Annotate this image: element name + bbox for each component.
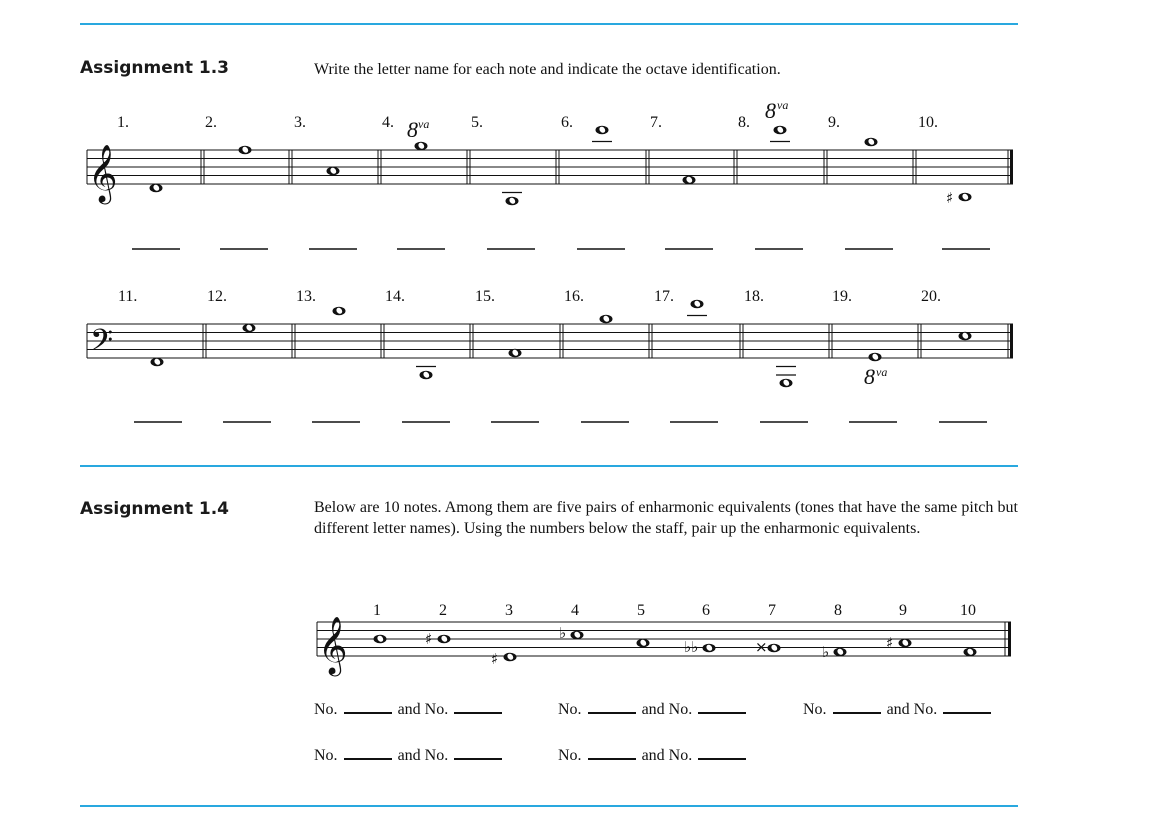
and-no-label: and No. bbox=[397, 701, 449, 718]
whole-note bbox=[683, 176, 696, 185]
note-number: 7 bbox=[768, 602, 776, 619]
exercise-number: 20. bbox=[921, 288, 941, 305]
note-number: 8 bbox=[834, 602, 842, 619]
exercise-number: 11. bbox=[118, 288, 138, 305]
treble-clef-icon: 𝄞 bbox=[88, 144, 118, 202]
treble-clef-icon: 𝄞 bbox=[318, 616, 348, 674]
whole-note bbox=[374, 635, 387, 644]
exercise-number: 18. bbox=[744, 288, 764, 305]
sharp-icon: ♯ bbox=[886, 634, 894, 652]
sharp-icon: ♯ bbox=[946, 189, 954, 207]
exercise-number: 16. bbox=[564, 288, 584, 305]
whole-note bbox=[243, 324, 256, 333]
sharp-icon: ♯ bbox=[425, 630, 433, 648]
whole-note bbox=[869, 353, 882, 362]
whole-note bbox=[834, 648, 847, 657]
answer-blank[interactable] bbox=[454, 700, 502, 714]
exercise-number: 17. bbox=[654, 288, 674, 305]
flat-icon: ♭ bbox=[822, 643, 830, 661]
exercise-number: 12. bbox=[207, 288, 227, 305]
whole-note bbox=[415, 142, 428, 151]
whole-note bbox=[703, 644, 716, 653]
double-flat-icon: ♭♭ bbox=[684, 638, 699, 656]
answer-blank[interactable] bbox=[344, 746, 392, 760]
whole-note bbox=[600, 315, 613, 324]
pair-answer-line bbox=[314, 700, 508, 719]
exercise-number: 13. bbox=[296, 288, 316, 305]
exercise-number: 10. bbox=[918, 114, 938, 131]
assignment-1-3-instruction: Write the letter name for each note and indicate the octave identification. bbox=[314, 61, 781, 78]
exercise-number: 7. bbox=[650, 114, 662, 131]
whole-note bbox=[768, 644, 781, 653]
answer-blank[interactable] bbox=[588, 700, 636, 714]
answer-blank[interactable] bbox=[344, 700, 392, 714]
whole-note bbox=[865, 138, 878, 147]
whole-note bbox=[691, 300, 704, 309]
octave-mark-label: va bbox=[418, 117, 430, 131]
exercise-number: 15. bbox=[475, 288, 495, 305]
whole-note bbox=[150, 184, 163, 193]
treble-staff bbox=[87, 98, 1013, 207]
exercise-number: 3. bbox=[294, 114, 306, 131]
and-no-label: and No. bbox=[641, 701, 693, 718]
pair-answer-line bbox=[803, 700, 997, 719]
answer-blank[interactable] bbox=[833, 700, 881, 714]
whole-note bbox=[596, 126, 609, 135]
pair-answer-line bbox=[558, 746, 752, 765]
no-label: No. bbox=[803, 701, 827, 718]
octave-mark-label: va bbox=[876, 365, 888, 379]
whole-note bbox=[506, 197, 519, 206]
assignment-1-3-heading: Assignment 1.3 bbox=[80, 58, 229, 78]
exercise-number: 1. bbox=[117, 114, 129, 131]
whole-note bbox=[774, 126, 787, 135]
no-label: No. bbox=[558, 747, 582, 764]
whole-note bbox=[239, 146, 252, 155]
note-number: 4 bbox=[571, 602, 579, 619]
exercise-number: 19. bbox=[832, 288, 852, 305]
whole-note bbox=[333, 307, 346, 316]
sharp-icon: ♯ bbox=[491, 650, 499, 668]
note-number: 6 bbox=[702, 602, 710, 619]
note-number: 1 bbox=[373, 602, 381, 619]
whole-note bbox=[780, 379, 793, 388]
whole-note bbox=[151, 358, 164, 367]
whole-note bbox=[637, 639, 650, 648]
whole-note bbox=[438, 635, 451, 644]
no-label: No. bbox=[314, 701, 338, 718]
exercise-number: 8. bbox=[738, 114, 750, 131]
note-number: 5 bbox=[637, 602, 645, 619]
pair-answer-line bbox=[558, 700, 752, 719]
exercise-number: 14. bbox=[385, 288, 405, 305]
bass-clef-icon: 𝄢 bbox=[90, 324, 114, 365]
exercise-number: 9. bbox=[828, 114, 840, 131]
answer-blank[interactable] bbox=[454, 746, 502, 760]
exercise-number: 6. bbox=[561, 114, 573, 131]
pair-answer-line bbox=[314, 746, 508, 765]
exercise-number: 2. bbox=[205, 114, 217, 131]
note-number: 3 bbox=[505, 602, 513, 619]
note-number: 9 bbox=[899, 602, 907, 619]
octave-mark: 8 bbox=[864, 364, 875, 389]
whole-note bbox=[964, 648, 977, 657]
enharmonic-staff bbox=[317, 602, 1011, 677]
whole-note bbox=[571, 631, 584, 640]
note-number: 2 bbox=[439, 602, 447, 619]
whole-note bbox=[899, 639, 912, 648]
and-no-label: and No. bbox=[641, 747, 693, 764]
answer-blank[interactable] bbox=[698, 746, 746, 760]
whole-note bbox=[504, 653, 517, 662]
and-no-label: and No. bbox=[397, 747, 449, 764]
answer-blank[interactable] bbox=[943, 700, 991, 714]
whole-note bbox=[420, 371, 433, 380]
double-sharp-icon: × bbox=[755, 638, 768, 656]
assignment-1-4-heading: Assignment 1.4 bbox=[80, 499, 229, 519]
answer-blank[interactable] bbox=[588, 746, 636, 760]
octave-mark-label: va bbox=[777, 98, 789, 112]
answer-blank[interactable] bbox=[698, 700, 746, 714]
assignment-1-4-instruction: Below are 10 notes. Among them are five pairs of enharmonic equivalents (tones that have the same pitch but different letter names). Using the numbers below the staff, pair up the enharmonic equivalents. bbox=[314, 499, 1018, 537]
exercise-number: 4. bbox=[382, 114, 394, 131]
exercise-number: 5. bbox=[471, 114, 483, 131]
no-label: No. bbox=[314, 747, 338, 764]
octave-mark: 8 bbox=[765, 98, 776, 123]
octave-mark: 8 bbox=[407, 117, 418, 142]
whole-note bbox=[959, 193, 972, 202]
note-number: 10 bbox=[960, 602, 976, 619]
flat-icon: ♭ bbox=[559, 624, 567, 642]
no-label: No. bbox=[558, 701, 582, 718]
bass-staff bbox=[87, 288, 1013, 389]
and-no-label: and No. bbox=[886, 701, 938, 718]
whole-note bbox=[327, 167, 340, 176]
